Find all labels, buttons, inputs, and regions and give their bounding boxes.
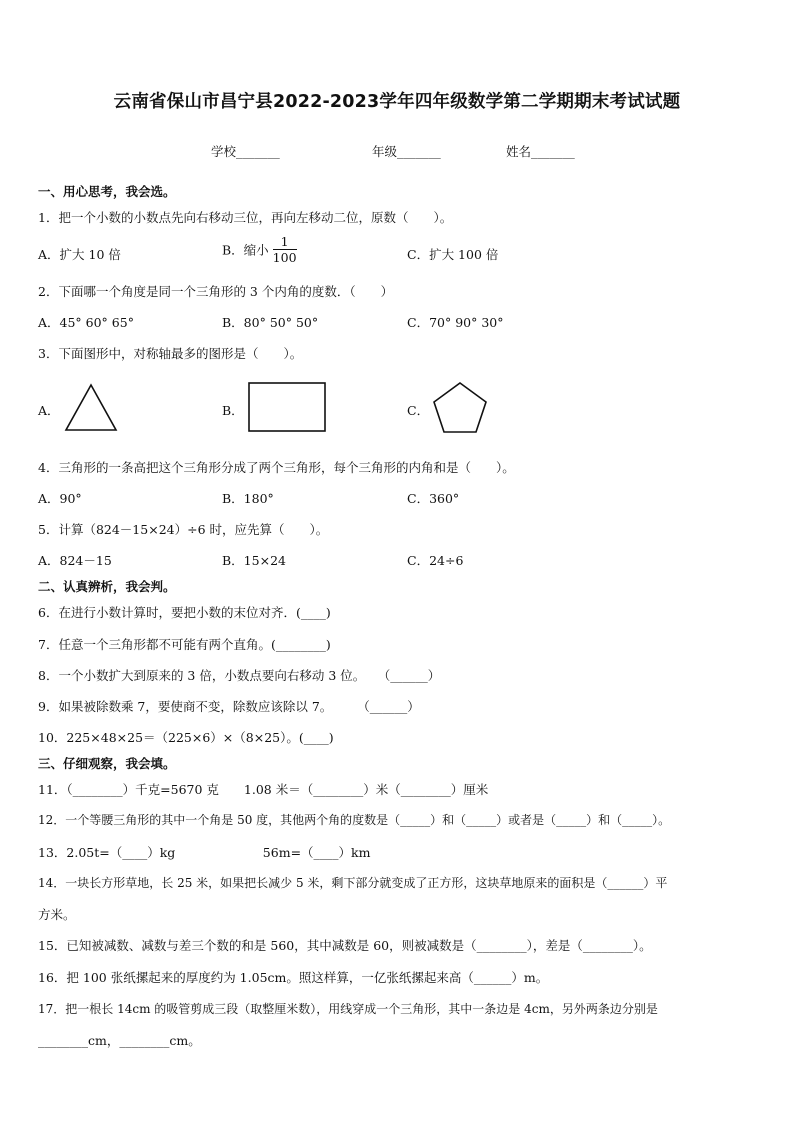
- triangle-shape: [64, 382, 120, 434]
- rectangle-shape: [246, 380, 328, 434]
- section-3-heading: 三、仔细观察，我会填。: [38, 756, 176, 771]
- school-field: 学校_______: [211, 144, 280, 159]
- question-10: 10．225×48×25＝（225×6）×（8×25）。(____): [38, 730, 334, 745]
- question-5-option-a: A．824－15: [38, 553, 112, 568]
- question-6: 6．在进行小数计算时，要把小数的末位对齐．(____): [38, 605, 331, 620]
- fraction-numerator: 1: [273, 234, 297, 250]
- question-2-option-b: B．80° 50° 50°: [222, 315, 319, 330]
- question-4-option-c: C．360°: [407, 491, 460, 506]
- question-3-stem: 3．下面图形中，对称轴最多的图形是（ ）。: [38, 346, 303, 361]
- fraction-denominator: 100: [272, 250, 297, 265]
- section-2-heading: 二、认真辨析，我会判。: [38, 579, 176, 594]
- question-3-option-b: B．: [222, 403, 244, 418]
- question-14-line-2: 方米。: [38, 907, 76, 922]
- question-1-option-b: [222, 234, 297, 265]
- name-field: 姓名_______: [506, 144, 575, 159]
- question-2-stem: 2．下面哪一个角度是同一个三角形的 3 个内角的度数．（ ）: [38, 284, 394, 299]
- question-1-option-a: A．扩大 10 倍: [38, 247, 121, 262]
- question-17-line-1: 17．把一根长 14cm 的吸管剪成三段（取整厘米数），用线穿成一个三角形，其中一条边是 4cm，另外两条边分别是: [38, 1002, 658, 1016]
- question-7: 7．任意一个三角形都不可能有两个直角。(________): [38, 637, 331, 652]
- section-1-heading: 一、用心思考，我会选。: [38, 184, 176, 199]
- question-16: 16．把 100 张纸摞起来的厚度约为 1.05cm。照这样算，一亿张纸摞起来高（______）m。: [38, 970, 549, 985]
- question-4-option-b: B．180°: [222, 491, 274, 506]
- question-14-line-1: 14．一块长方形草地，长 25 米，如果把长减少 5 米，剩下部分就变成了正方形，这块草地原来的面积是（______）平: [38, 876, 668, 890]
- option-b-prefix: B．缩小: [222, 242, 269, 258]
- grade-field: 年级_______: [372, 144, 441, 159]
- question-5-stem: 5．计算（824－15×24）÷6 时，应先算（ ）。: [38, 522, 329, 537]
- question-8: 8．一个小数扩大到原来的 3 倍，小数点要向右移动 3 位。 （______）: [38, 668, 441, 683]
- page-title: 云南省保山市昌宁县2022-2023学年四年级数学第二学期期末考试试题: [113, 92, 681, 112]
- question-13: 13．2.05t=（____）kg 56m=（____）km: [38, 845, 371, 860]
- question-1-option-c: C．扩大 100 倍: [407, 247, 499, 262]
- question-5-option-b: B．15×24: [222, 553, 286, 568]
- question-1-stem: 1．把一个小数的小数点先向右移动三位，再向左移动二位，原数（ ）。: [38, 210, 453, 225]
- question-12: 12．一个等腰三角形的其中一个角是 50 度，其他两个角的度数是（_____）和（_____）或者是（_____）和（_____）。: [38, 813, 671, 827]
- question-9: 9．如果被除数乘 7，要使商不变，除数应该除以 7。 （______）: [38, 699, 420, 714]
- question-3-option-c: C．: [407, 403, 430, 418]
- question-2-option-c: C．70° 90° 30°: [407, 315, 504, 330]
- pentagon-shape: [430, 380, 490, 436]
- question-5-option-c: C．24÷6: [407, 553, 464, 568]
- question-2-option-a: A．45° 60° 65°: [38, 315, 134, 330]
- question-17-line-2: ________cm，________cm。: [38, 1033, 201, 1048]
- question-3-option-a: A．: [38, 403, 60, 418]
- fraction: [273, 234, 297, 265]
- question-11: 11．（________）千克=5670 克 1.08 米＝（________）米（________）厘米: [38, 782, 489, 797]
- question-4-option-a: A．90°: [38, 491, 82, 506]
- question-4-stem: 4．三角形的一条高把这个三角形分成了两个三角形，每个三角形的内角和是（ ）。: [38, 460, 515, 475]
- question-15: 15．已知被减数、减数与差三个数的和是 560，其中减数是 60，则被减数是（________），差是（________）。: [38, 938, 652, 953]
